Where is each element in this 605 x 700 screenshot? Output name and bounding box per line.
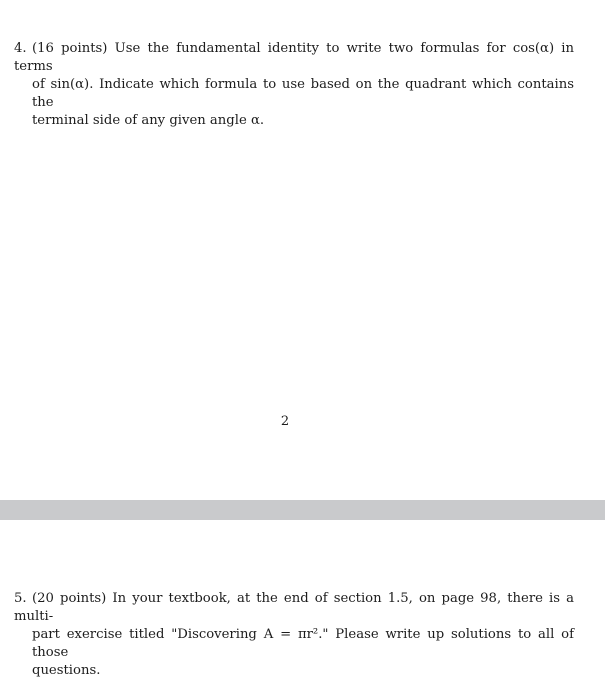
problem-5-line-2: part exercise titled "Discovering A = πr²." Please write up solutions to all of those <box>32 627 574 660</box>
problem-4-line-3: terminal side of any given angle α. <box>32 113 265 128</box>
page-separator <box>0 500 605 520</box>
problem-5-line-1: (20 points) In your textbook, at the end of section 1.5, on page 98, there is a multi- <box>14 591 574 624</box>
problem-5-number: 5. <box>14 591 27 606</box>
problem-4 <box>14 40 574 130</box>
problem-4-line-2: of sin(α). Indicate which formula to use based on the quadrant which contains the <box>32 77 574 110</box>
page-number: 2 <box>280 414 290 429</box>
problem-5-line-3: questions. <box>32 663 101 678</box>
problem-5 <box>14 590 574 680</box>
page-bottom <box>0 520 605 700</box>
problem-4-line-1: (16 points) Use the fundamental identity to write two formulas for cos(α) in terms <box>14 41 574 74</box>
problem-4-number: 4. <box>14 41 27 56</box>
